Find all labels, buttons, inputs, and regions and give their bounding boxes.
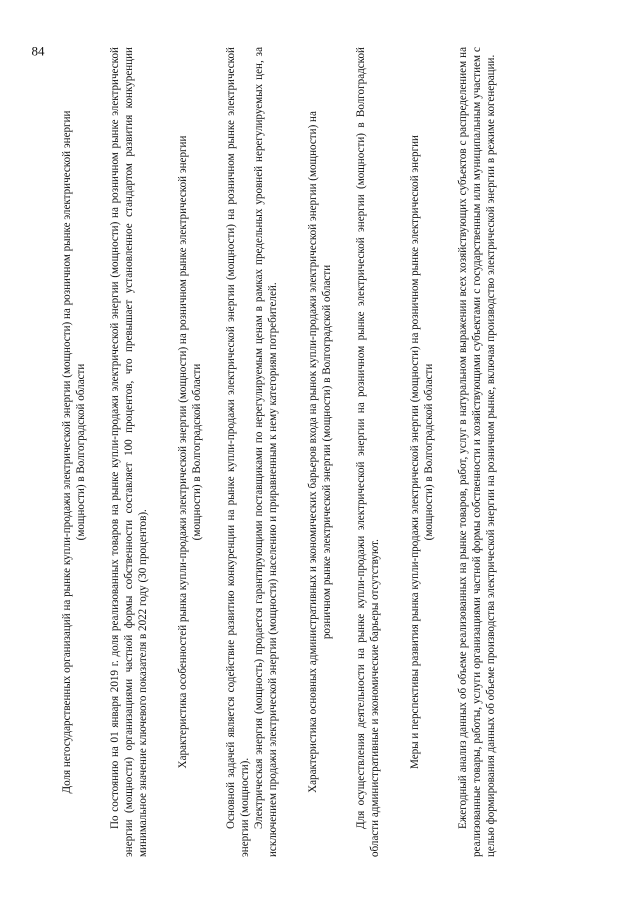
section-heading-ngo-share: Доля негосударственных организаций на рынке купли-продажи электрической энергии (мощности) на розничном рынке электрической энергии (мощности) в Волгоградской области — [61, 110, 87, 794]
paragraph-pricing: Электрическая энергия (мощность) продается гарантирующими поставщиками по нерегулируемым ценам в рамках предельных уровней нерегулируемых цен, за исключением продажи электрической энергии (мощности) населению и приравненным к нему категориям потребителей. — [253, 47, 279, 857]
paragraph-ngo-share: По состоянию на 01 января 2019 г. доля реализованных товаров на рынке купли-продажи электрической энергии (мощности) на розничном рынке электрической энергии (мощности) организациями частной формы собственности составляет 100 процентов, что превышает установленное стандартом развития конкуренции минимальное значение ключевого показателя в 2022 году (30 процентов). — [109, 47, 149, 857]
paragraph-main-task: Основной задачей является содействие развитию конкуренции на рынке купли-продажи электрической энергии (мощности) на розничном рынке электрической энергии (мощности). — [225, 47, 251, 857]
page-number: 84 — [31, 43, 45, 59]
paragraph-annual-analysis: Ежегодный анализ данных об объеме реализованных на рынке товаров, работ, услуг в натуральном выражении всех хозяйствующих субъектов с распределением на реализованные товары, работы, услуги организациями частной формы собственности и хозяйствующими субъектами с государственным или муниципальным участием с целью формирования данных об объеме производства электрической энергии на розничном рынке, включая производство электрической энергии в режиме когенерации. — [457, 47, 497, 857]
section-heading-market-features: Характеристика особенностей рынка купли-продажи электрической энергии (мощности) на розничном рынке электрической энергии (мощности) в Волгоградской области — [177, 135, 203, 769]
section-heading-barriers: Характеристика основных административных и экономических барьеров входа на рынок купли-продажи электрической энергии (мощности) на розничном рынке электрической энергии (мощности) в Волгоградской области — [307, 111, 333, 793]
paragraph-barriers: Для осуществления деятельности на рынке купли-продажи электрической энергии на розничном рынке электрической энергии (мощности) в Волгоградской области административные и экономические барьеры отсутствуют. — [355, 47, 381, 857]
document-page — [30, 37, 610, 867]
section-heading-measures: Меры и перспективы развития рынка купли-продажи электрической энергии (мощности) на розничном рынке электрической энергии (мощности) в Волгоградской области — [409, 135, 435, 770]
